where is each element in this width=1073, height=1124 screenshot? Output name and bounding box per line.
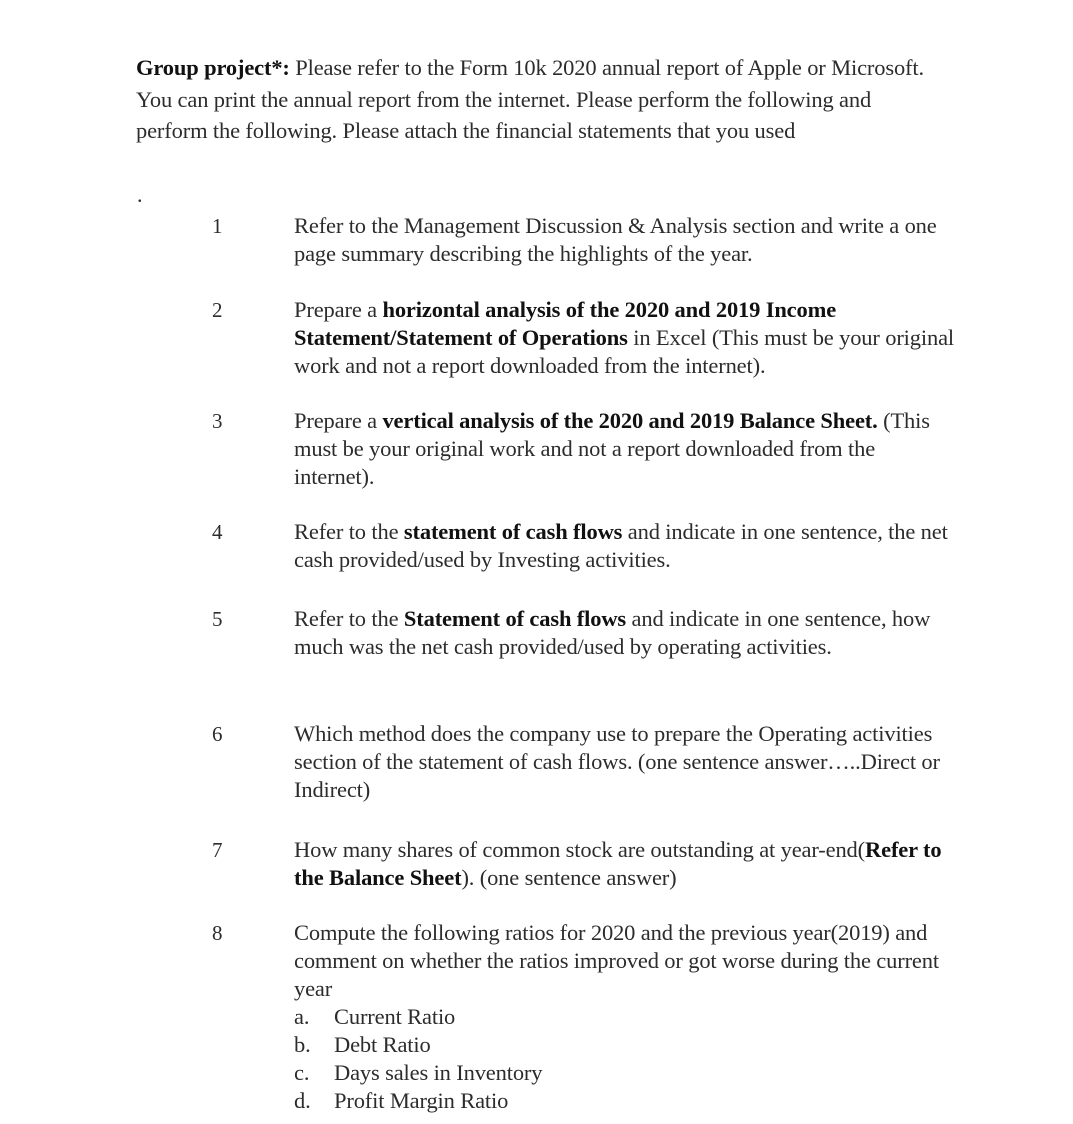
item-text bbox=[294, 720, 954, 804]
ratio-letter: d. bbox=[294, 1088, 311, 1113]
item-text bbox=[294, 605, 954, 661]
item-text bbox=[294, 919, 954, 1115]
item-text-segment: Compute the following ratios for 2020 and the previous year(2019) and comment on whether the ratios improved or got worse during the current year bbox=[294, 920, 939, 1001]
ratio-item bbox=[294, 1003, 954, 1031]
item-text-segment: and indicate in one sentence, the net cash provided/used by Investing activities. bbox=[294, 519, 948, 572]
item-text bbox=[294, 407, 954, 491]
item-text-segment: in Excel (This must be your original work and not a report downloaded from the internet). bbox=[294, 325, 955, 378]
intro-paragraph bbox=[136, 52, 926, 147]
ratio-item bbox=[294, 1059, 954, 1087]
item-text-bold: Refer to the Balance Sheet bbox=[294, 837, 942, 890]
item-text-segment: (This must be your original work and not a report downloaded from the internet). bbox=[294, 408, 930, 489]
item-text bbox=[294, 836, 954, 892]
ratio-list bbox=[294, 1003, 954, 1115]
item-number: 4 bbox=[212, 520, 223, 544]
ratio-label: Current Ratio bbox=[334, 1004, 456, 1029]
item-number: 6 bbox=[212, 722, 223, 746]
intro-lead: Group project*: bbox=[136, 55, 290, 80]
item-text-bold: horizontal analysis of the 2020 and 2019 Income Statement/Statement of Operations bbox=[294, 297, 837, 350]
item-number: 1 bbox=[212, 214, 223, 238]
item-text bbox=[294, 296, 954, 380]
item-text-segment: Prepare a bbox=[294, 408, 383, 433]
item-text-bold: Statement of cash flows bbox=[403, 606, 627, 631]
item-number: 5 bbox=[212, 607, 223, 631]
item-text-segment: Which method does the company use to prepare the Operating activities section of the statement of cash flows. (one sentence answer…..Direct or Indirect) bbox=[294, 721, 940, 802]
item-text bbox=[294, 212, 954, 268]
item-number: 8 bbox=[212, 921, 223, 945]
item-text-segment: Refer to the Management Discussion & Analysis section and write a one page summary describing the highlights of the year. bbox=[294, 213, 937, 266]
item-text-segment: Prepare a bbox=[294, 297, 383, 322]
item-number: 3 bbox=[212, 409, 223, 433]
ratio-label: Days sales in Inventory bbox=[334, 1060, 543, 1085]
item-text-segment: and indicate in one sentence, how much was the net cash provided/used by operating activities. bbox=[294, 606, 931, 659]
item-text-bold: statement of cash flows bbox=[403, 519, 623, 544]
ratio-letter: b. bbox=[294, 1032, 311, 1057]
item-text-segment: Refer to the bbox=[294, 519, 404, 544]
ratio-item bbox=[294, 1087, 954, 1115]
ratio-label: Debt Ratio bbox=[334, 1032, 431, 1057]
ratio-item bbox=[294, 1031, 954, 1059]
item-number: 2 bbox=[212, 298, 223, 322]
intro-text: Please refer to the Form 10k 2020 annual report of Apple or Microsoft. You can print the annual report from the internet. Please perform the following and perform the following. Please attach the financial statements that you used bbox=[136, 55, 924, 143]
item-text-segment: Refer to the bbox=[294, 606, 404, 631]
item-number: 7 bbox=[212, 838, 223, 862]
item-text-segment: ). (one sentence answer) bbox=[461, 865, 677, 890]
item-text bbox=[294, 518, 954, 574]
stray-period: . bbox=[137, 182, 143, 207]
item-text-bold: vertical analysis of the 2020 and 2019 Balance Sheet. bbox=[382, 408, 878, 433]
ratio-label: Profit Margin Ratio bbox=[334, 1088, 509, 1113]
ratio-letter: c. bbox=[294, 1060, 310, 1085]
item-text-segment: How many shares of common stock are outstanding at year-end( bbox=[294, 837, 866, 862]
ratio-letter: a. bbox=[294, 1004, 310, 1029]
